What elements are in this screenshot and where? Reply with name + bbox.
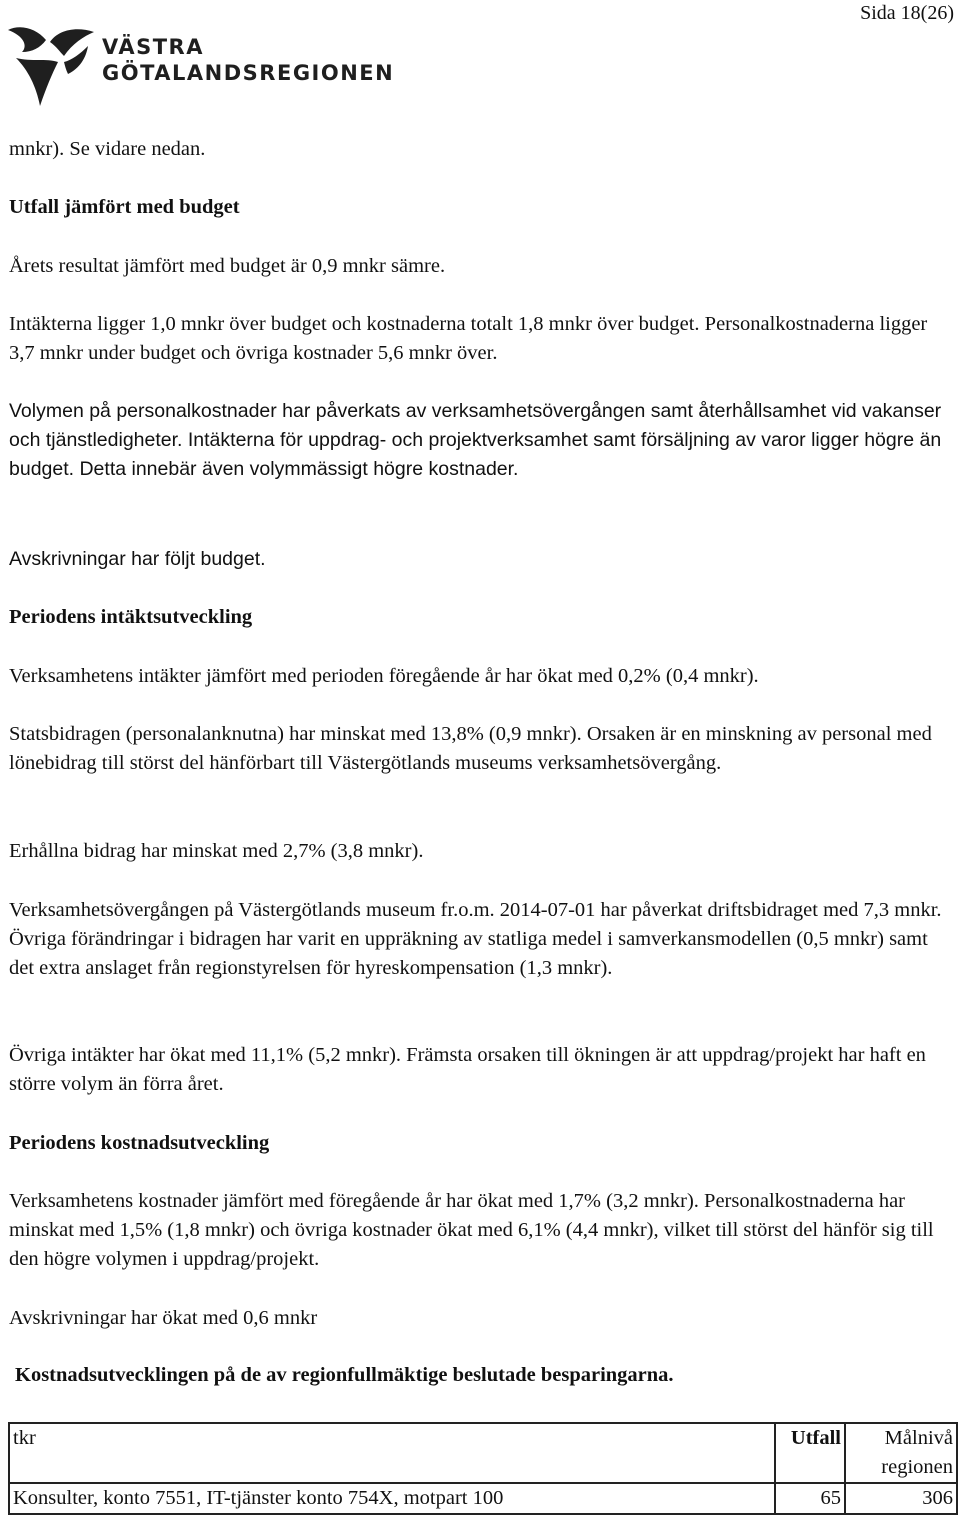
header-malniva-line-2: regionen: [881, 1456, 953, 1478]
table-header-row: [9, 1423, 957, 1483]
heading-cost-development: Periodens kostnadsutveckling: [9, 1132, 270, 1154]
page-number: Sida 18(26): [860, 2, 954, 24]
header-malniva-line-1: Målnivå: [884, 1427, 953, 1449]
heading-income-development: Periodens intäktsutveckling: [9, 606, 253, 628]
row-malniva: 306: [845, 1483, 957, 1514]
header-malniva: [845, 1423, 957, 1483]
logo-line-2: GÖTALANDSREGIONEN: [102, 61, 395, 85]
paragraph-result: Årets resultat jämfört med budget är 0,9 mnkr sämre.: [9, 255, 446, 277]
table-title: Kostnadsutvecklingen på de av regionfullmäktige beslutade besparingarna.: [15, 1364, 674, 1386]
logo-wordmark: [102, 34, 394, 86]
header-tkr: tkr: [9, 1423, 775, 1483]
paragraph-depreciation-increase: Avskrivningar har ökat med 0,6 mnkr: [9, 1307, 318, 1329]
logo-line-1: VÄSTRA: [102, 35, 204, 59]
paragraph-income-change: Verksamhetens intäkter jämfört med perioden föregående år har ökat med 0,2% (0,4 mnkr).: [9, 665, 759, 687]
row-utfall: 65: [775, 1483, 845, 1514]
paragraph-income-costs: Intäkterna ligger 1,0 mnkr över budget och kostnaderna totalt 1,8 mnkr över budget. Personalkostnaderna ligger 3,7 mnkr under budget och övriga kostnader 5,6 mnkr över.: [9, 313, 928, 364]
region-logo: [6, 22, 396, 108]
paragraph-transition: Verksamhetsövergången på Västergötlands museum fr.o.m. 2014-07-01 har påverkat driftsbidraget med 7,3 mnkr. Övriga förändringar i bidragen har varit en uppräkning av statliga medel i samverkansmodellen (0,5 mnkr) samt det extra anslaget från regionstyrelsen för hyreskompensation (1,3 mnkr).: [9, 899, 942, 979]
paragraph-cost-change: Verksamhetens kostnader jämfört med föregående år har ökat med 1,7% (3,2 mnkr). Personalkostnaderna har minskat med 1,5% (1,8 mnkr) och övriga kostnader ökat med 6,1% (4,4 mnkr), vilket till störst del hänför sig till den högre volymen i uppdrag/projekt.: [9, 1190, 934, 1270]
paragraph-volume: Volymen på personalkostnader har påverkats av verksamhetsövergången samt återhållsamhet vid vakanser och tjänstledigheter. Intäkterna för uppdrag- och projektverksamhet samt försäljning av varor ligger högre än budget. Detta innebär även volymmässigt högre kostnader.: [9, 400, 942, 480]
savings-table: [8, 1422, 958, 1515]
paragraph-state-grants: Statsbidragen (personalanknutna) har minskat med 13,8% (0,9 mnkr). Orsaken är en minskning av personal med lönebidrag till störst del hänförbart till Västergötlands museums verksamhetsövergång.: [9, 723, 932, 774]
table-row: [9, 1483, 957, 1514]
paragraph-intro: mnkr). Se vidare nedan.: [9, 138, 206, 160]
heading-utfall: Utfall jämfört med budget: [9, 196, 240, 218]
row-label: Konsulter, konto 7551, IT-tjänster konto 754X, motpart 100: [9, 1483, 775, 1514]
paragraph-grants: Erhållna bidrag har minskat med 2,7% (3,8 mnkr).: [9, 840, 424, 862]
paragraph-depreciation: Avskrivningar har följt budget.: [9, 548, 266, 570]
logo-mark-icon: [6, 22, 98, 108]
header-utfall: Utfall: [775, 1423, 845, 1483]
paragraph-other-income: Övriga intäkter har ökat med 11,1% (5,2 mnkr). Främsta orsaken till ökningen är att uppdrag/projekt har haft en större volym än förra året.: [9, 1044, 926, 1095]
